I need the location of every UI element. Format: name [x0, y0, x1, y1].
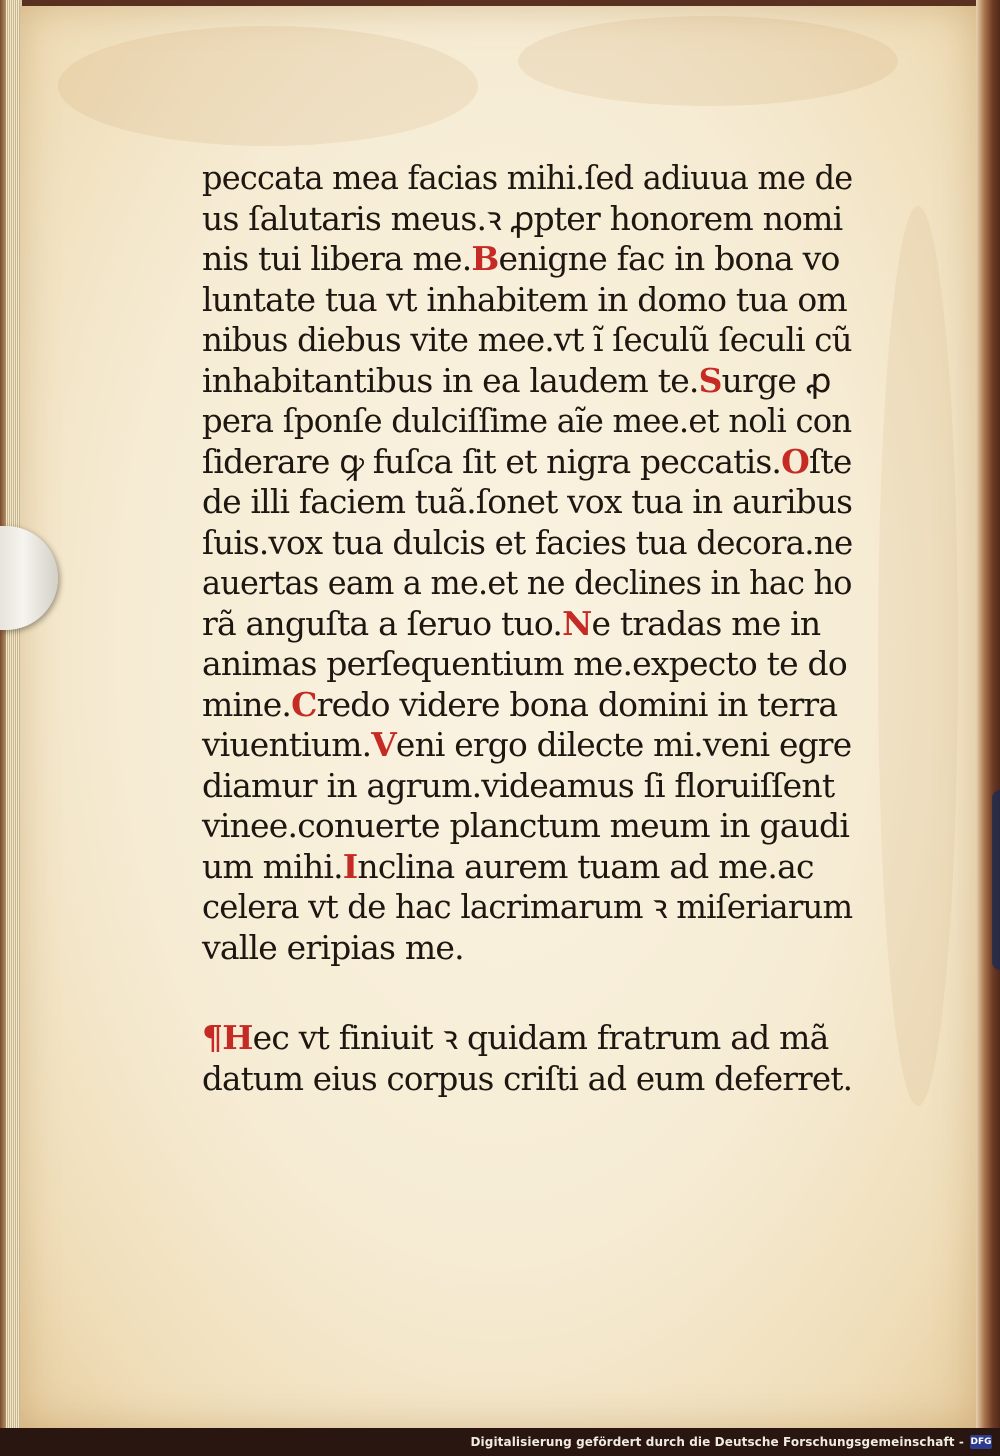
text-segment: pera ſponſe dulciſſime aĩe mee.et noli con — [202, 401, 852, 440]
text-line — [202, 361, 852, 402]
rubricated-initial: S — [698, 360, 722, 400]
rubricated-initial: B — [471, 239, 499, 278]
text-line — [202, 280, 852, 321]
text-line — [202, 158, 853, 199]
text-segment: luntate tua vt inhabitem in domo tua om — [202, 279, 847, 319]
rubricated-initial: N — [562, 603, 592, 643]
text-segment: redo videre bona domini in terra — [316, 684, 838, 724]
text-line — [202, 887, 853, 928]
rubricated-initial: O — [781, 441, 810, 481]
text-line — [202, 482, 853, 523]
text-line — [202, 1058, 853, 1100]
text-segment: nclina aurem tuam ad me.ac — [357, 846, 814, 886]
text-line — [202, 1018, 852, 1059]
rubricated-initial: I — [342, 846, 358, 886]
page-stain — [878, 206, 958, 1106]
text-segment: vinee.conuerte planctum meum in gaudi — [202, 806, 850, 845]
text-segment: ſiderare ꝙ fuſca ſit et nigra peccatis. — [202, 441, 782, 481]
rubricated-initial: H — [222, 1018, 253, 1057]
text-segment: valle eripias me. — [202, 927, 464, 967]
text-segment: eni ergo dilecte mi.veni egre — [395, 725, 852, 764]
text-line — [202, 199, 852, 240]
text-line — [202, 442, 851, 483]
text-segment: viuentium. — [202, 725, 372, 764]
text-line — [202, 604, 852, 645]
text-segment: diamur in agrum.videamus ſi floruiſſent — [202, 765, 835, 805]
rubricated-initial: ¶ — [202, 1018, 223, 1057]
text-segment: ec vt finiuit ꝛ quidam fratrum ad mã — [252, 1018, 829, 1057]
page-stack-edge — [6, 0, 20, 1456]
footer-credit: Digitalisierung gefördert durch die Deutsche Forschungsgemeinschaft - — [470, 1435, 964, 1449]
text-segment: us ſalutaris meus.ꝛ ꝓpter honorem nomi — [202, 198, 843, 238]
text-line — [202, 320, 852, 361]
dfg-logo-icon: DFG — [970, 1437, 992, 1447]
page-stain — [518, 16, 898, 106]
digitization-footer — [0, 1428, 1000, 1456]
text-line — [202, 401, 852, 442]
text-segment: de illi faciem tuã.ſonet vox tua in auribus — [202, 482, 853, 521]
text-line — [202, 239, 852, 280]
text-segment: datum eius corpus criſti ad eum deferret. — [202, 1058, 853, 1098]
rubricated-initial: C — [291, 684, 317, 724]
text-segment: enigne fac in bona vo — [498, 239, 840, 278]
text-segment: animas perſequentium me.expecto te do — [202, 644, 847, 683]
incunable-text — [202, 158, 852, 1099]
text-line — [202, 928, 852, 969]
text-segment: peccata mea facias mihi.ſed adiuua me de — [202, 158, 853, 197]
text-segment: inhabitantibus in ea laudem te. — [202, 360, 699, 400]
page-stain — [58, 26, 478, 146]
rubricated-initial: V — [371, 725, 396, 764]
text-line — [202, 522, 853, 564]
text-line — [202, 725, 852, 766]
text-segment: ſte — [809, 441, 852, 481]
text-segment: auertas eam a me.et ne declines in hac ho — [202, 563, 852, 602]
cover-marking — [992, 790, 1000, 970]
text-segment: celera vt de hac lacrimarum ꝛ miſeriarum — [202, 887, 853, 926]
text-segment: um mihi. — [202, 846, 343, 886]
text-line — [202, 766, 852, 807]
text-segment: urge ꝓ — [721, 360, 831, 400]
text-segment: nis tui libera me. — [202, 239, 472, 278]
text-line — [202, 563, 852, 604]
text-segment: nibus diebus vite mee.vt ĩ ſeculũ ſeculi cũ — [202, 320, 852, 359]
text-line — [202, 806, 852, 847]
paragraph-gap — [202, 968, 852, 1018]
text-segment: e tradas me in — [591, 603, 821, 643]
text-line — [202, 685, 852, 726]
text-segment: mine. — [202, 684, 292, 724]
text-segment: rã anguſta a ſeruo tuo. — [202, 603, 563, 643]
text-segment: ſuis.vox tua dulcis et facies tua decora.ne — [202, 522, 853, 562]
text-line — [202, 644, 852, 685]
book-cover-edge — [976, 0, 1000, 1456]
text-line — [202, 847, 852, 888]
